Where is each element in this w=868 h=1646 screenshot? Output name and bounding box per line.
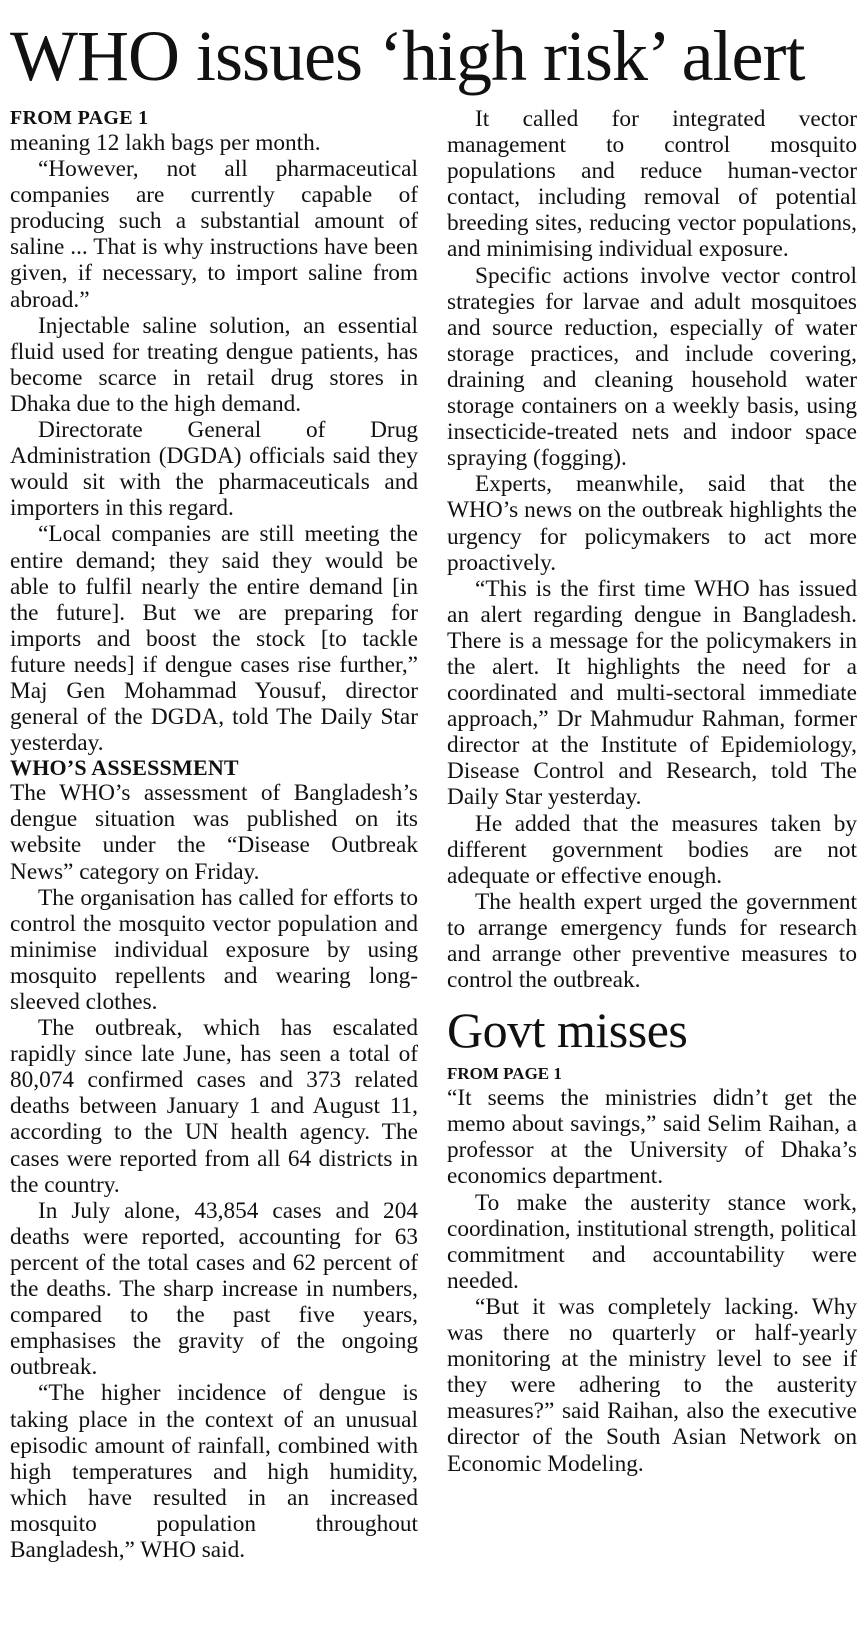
paragraph: meaning 12 lakh bags per month. bbox=[10, 130, 321, 156]
kicker: FROM PAGE 1 bbox=[10, 107, 149, 129]
paragraph: “It seems the ministries didn’t get the memo about savings,” said Selim Raihan, a professor at the University of Dhaka’s economics department. bbox=[447, 1085, 857, 1190]
paragraph: Specific actions involve vector control strategies for larvae and adult mosquitoes and source reduction, especially of water storage practices, and include covering, draining and cleaning household water storage containers on a weekly basis, using insecticide-treated nets and indoor space spraying (fogging). bbox=[447, 262, 857, 472]
second-story-headline: Govt misses bbox=[447, 1002, 688, 1059]
second-story bbox=[447, 1003, 857, 1476]
paragraph: The health expert urged the government to arrange emergency funds for research and arrange other preventive measures to control the outbreak. bbox=[447, 888, 857, 994]
paragraph: It called for integrated vector management to control mosquito populations and reduce human-vector contact, including removal of potential breeding sites, reducing vector populations, and minimising individual exposure. bbox=[447, 106, 857, 263]
right-column bbox=[447, 106, 857, 1477]
paragraph: Injectable saline solution, an essential fluid used for treating dengue patients, has become scarce in retail drug stores in Dhaka due to the high demand. bbox=[10, 312, 418, 417]
paragraph: The organisation has called for efforts to control the mosquito vector population and minimise individual exposure by using mosquito repellents and wearing long-sleeved clothes. bbox=[10, 884, 418, 1015]
paragraph: He added that the measures taken by different government bodies are not adequate or effective enough. bbox=[447, 810, 857, 889]
paragraph: “This is the first time WHO has issued an alert regarding dengue in Bangladesh. There is a message for the policymakers in the alert. It highlights the need for a coordinated and multi-sectoral immediate approach,” Dr Mahmudur Rahman, former director at the Institute of Epidemiology, Disease Control and Research, told The Daily Star yesterday. bbox=[447, 575, 857, 811]
paragraph: “Local companies are still meeting the entire demand; they said they would be able to fulfil nearly the entire demand [in the future]. But we are preparing for imports and boost the stock [to tackle future needs] if dengue cases rise further,” Maj Gen Mohammad Yousuf, director general of the DGDA, told The Daily Star yesterday. bbox=[10, 521, 418, 757]
section-subhead: WHO’S ASSESSMENT bbox=[10, 755, 239, 781]
paragraph: Directorate General of Drug Administration (DGDA) officials said they would sit with the pharmaceuticals and importers in this regard. bbox=[10, 417, 418, 522]
paragraph: The WHO’s assessment of Bangladesh’s dengue situation was published on its website under the “Disease Outbreak News” category on Friday. bbox=[10, 780, 418, 885]
paragraph: “The higher incidence of dengue is taking place in the context of an unusual episodic amount of rainfall, combined with high temperatures and high humidity, which have resulted in an increased mosquito population throughout Bangladesh,” WHO said. bbox=[10, 1380, 418, 1563]
paragraph: The outbreak, which has escalated rapidly since late June, has seen a total of 80,074 confirmed cases and 373 related deaths between January 1 and August 11, according to the UN health agency. The cases were reported from all 64 districts in the country. bbox=[10, 1015, 418, 1198]
paragraph: To make the austerity stance work, coordination, institutional strength, political commitment and accountability were needed. bbox=[447, 1189, 857, 1294]
paragraph: “But it was completely lacking. Why was there no quarterly or half-yearly monitoring at the ministry level to see if they were adhering to the austerity measures?” said Raihan, also the executive director of the South Asian Network on Economic Modeling. bbox=[447, 1293, 857, 1477]
paragraph: In July alone, 43,854 cases and 204 deaths were reported, accounting for 63 percent of the total cases and 62 percent of the deaths. The sharp increase in numbers, compared to the past five years, emphasises the gravity of the ongoing outbreak. bbox=[10, 1197, 418, 1381]
paragraph: “However, not all pharmaceutical companies are currently capable of producing such a substantial amount of saline ... That is why instructions have been given, if necessary, to import saline from abroad.” bbox=[10, 156, 418, 313]
headline: WHO issues ‘high risk’ alert bbox=[10, 16, 805, 96]
paragraph: Experts, meanwhile, said that the WHO’s news on the outbreak highlights the urgency for policymakers to act more proactively. bbox=[447, 471, 857, 576]
left-column bbox=[10, 106, 418, 1563]
second-story-kicker: FROM PAGE 1 bbox=[447, 1064, 562, 1084]
